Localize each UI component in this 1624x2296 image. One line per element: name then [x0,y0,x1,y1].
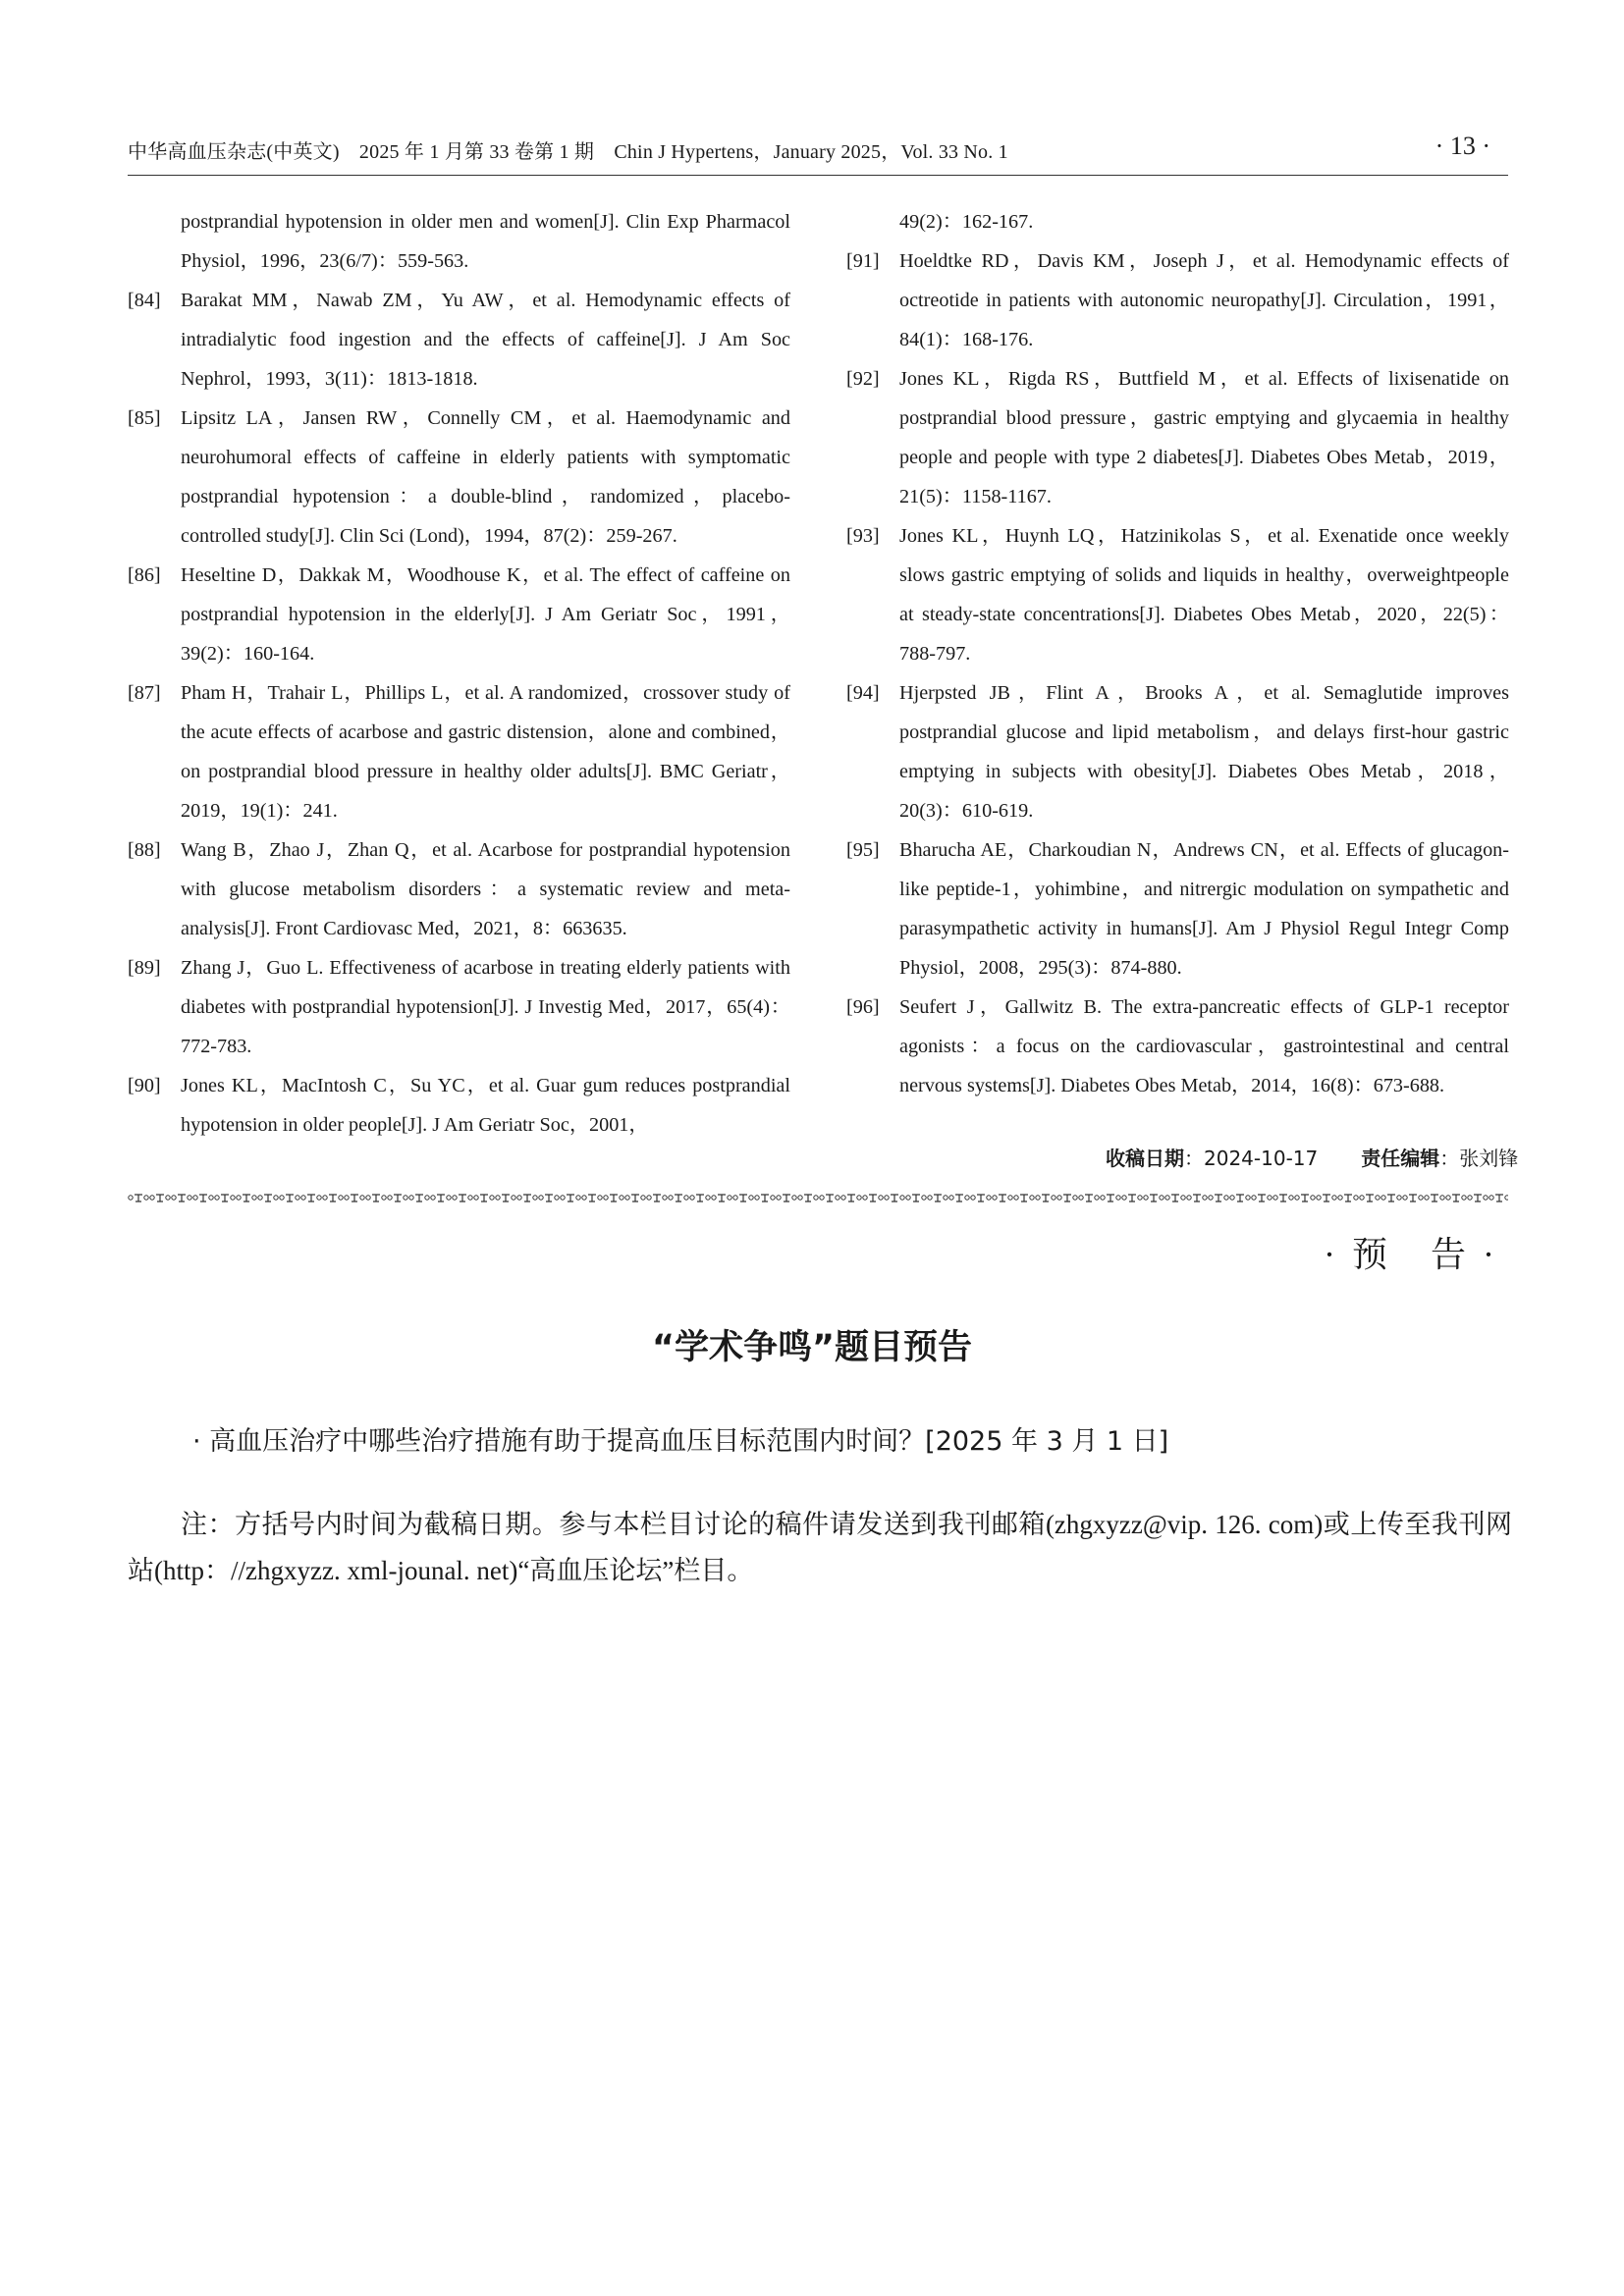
running-header [128,133,1508,176]
reference-entry [128,556,790,673]
reference-entry [846,241,1509,359]
reference-number: [94] [846,682,880,704]
journal-citation-line: 中华高血压杂志(中英文) 2025 年 1 月第 33 卷第 1 期 Chin J Hypertens，January 2025，Vol. 33 No. 1 [128,141,1008,163]
page-number: · 13 · [1435,132,1490,160]
reference-number: [84] [128,290,161,311]
reference-number: [92] [846,368,880,390]
reference-text: Hoeldtke RD，Davis KM，Joseph J，et al. Hemodynamic effects of octreotide in patients with autonomic neuropathy[J]. Circulation，1991，84(1)：168-176. [899,250,1509,350]
reference-entry [128,202,790,281]
reference-entry [846,988,1509,1105]
received-date-value: ：2024-10-17 [1184,1147,1319,1170]
reference-entry [846,673,1509,830]
editor-value: ：张刘锋 [1439,1147,1519,1170]
reference-text: Jones KL，Rigda RS，Buttfield M，et al. Effects of lixisenatide on postprandial blood pressure，gastric emptying and glycaemia in healthy people and people with type 2 diabetes[J]. Diabetes Obes Metab，2019，21(5)：1158-1167. [899,368,1509,507]
reference-entry [846,516,1509,673]
notice-note: 注：方括号内时间为截稿日期。参与本栏目讨论的稿件请发送到我刊邮箱(zhgxyzz@vip. 126. com)或上传至我刊网站(http：//zhgxyzz. xml-jounal. net)“高血压论坛”栏目。 [128,1510,1512,1585]
editor-label: 责任编辑 [1361,1147,1440,1170]
reference-text: Pham H，Trahair L，Phillips L，et al. A randomized，crossover study of the acute effects of acarbose and gastric distension，alone and combined，on postprandial blood pressure in healthy older adults[J]. BMC Geriatr，2019，19(1)：241. [181,682,790,822]
reference-entry [128,399,790,556]
ornamental-divider [128,1192,1508,1203]
reference-text: postprandial hypotension in older men and women[J]. Clin Exp Pharmacol Physiol，1996，23(6/7)：559-563. [181,211,790,272]
reference-number: [96] [846,996,880,1018]
reference-number: [89] [128,957,161,979]
reference-entry [846,202,1509,241]
reference-number: [90] [128,1075,161,1096]
reference-number: [85] [128,407,161,429]
received-date-label: 收稿日期 [1106,1147,1184,1170]
reference-entry [846,359,1509,516]
section-tag: · 预 告 · [1324,1235,1498,1274]
reference-entry [128,1066,790,1145]
reference-text: Hjerpsted JB，Flint A，Brooks A，et al. Semaglutide improves postprandial glucose and lipid metabolism，and delays first-hour gastric emptying in subjects with obesity[J]. Diabetes Obes Metab，2018，20(3)：610-619. [899,682,1509,822]
notice-title: “学术争鸣”题目预告 [651,1328,972,1367]
reference-entry [128,673,790,830]
reference-entry [128,948,790,1066]
reference-number: [86] [128,564,161,586]
reference-entry [128,281,790,399]
reference-text: Zhang J，Guo L. Effectiveness of acarbose in treating elderly patients with diabetes with postprandial hypotension[J]. J Investig Med，2017，65(4)：772-783. [181,957,790,1057]
reference-text: Seufert J，Gallwitz B. The extra-pancreatic effects of GLP-1 receptor agonists：a focus on the cardiovascular，gastrointestinal and central nervous systems[J]. Diabetes Obes Metab，2014，16(8)：673-688. [899,996,1509,1096]
reference-text: Heseltine D，Dakkak M，Woodhouse K，et al. The effect of caffeine on postprandial hypotension in the elderly[J]. J Am Geriatr Soc，1991，39(2)：160-164. [181,564,790,665]
reference-number: [87] [128,682,161,704]
reference-text: Bharucha AE，Charkoudian N，Andrews CN，et al. Effects of glucagon-like peptide-1，yohimbine，and nitrergic modulation on sympathetic and parasympathetic activity in humans[J]. Am J Physiol Regul Integr Comp Physiol，2008，295(3)：874-880. [899,839,1509,979]
reference-number: [95] [846,839,880,861]
notice-topic-item: · 高血压治疗中哪些治疗措施有助于提高血压目标范围内时间？[2025 年 3 月 1 日] [192,1426,1169,1457]
reference-entry [846,830,1509,988]
references-left-column [128,202,790,1145]
article-footer [1106,1143,1518,1171]
reference-text: Wang B，Zhao J，Zhan Q，et al. Acarbose for postprandial hypotension with glucose metabolism disorders：a systematic review and meta-analysis[J]. Front Cardiovasc Med，2021，8：663635. [181,839,790,939]
reference-text: Jones KL，MacIntosh C，Su YC，et al. Guar gum reduces postprandial hypotension in older people[J]. J Am Geriatr Soc，2001， [181,1075,790,1136]
reference-text: Lipsitz LA，Jansen RW，Connelly CM，et al. Haemodynamic and neurohumoral effects of caffeine in elderly patients with symptomatic postprandial hypotension：a double-blind，randomized，placebo-controlled study[J]. Clin Sci (Lond)，1994，87(2)：259-267. [181,407,790,547]
reference-number: [93] [846,525,880,547]
reference-number: [91] [846,250,880,272]
reference-text: 49(2)：162-167. [899,211,1034,233]
references-right-column [846,202,1509,1105]
reference-number: [88] [128,839,161,861]
reference-text: Jones KL，Huynh LQ，Hatzinikolas S，et al. Exenatide once weekly slows gastric emptying of solids and liquids in healthy，overweightpeople at steady-state concentrations[J]. Diabetes Obes Metab，2020，22(5)：788-797. [899,525,1509,665]
reference-entry [128,830,790,948]
reference-text: Barakat MM，Nawab ZM，Yu AW，et al. Hemodynamic effects of intradialytic food ingestion and the effects of caffeine[J]. J Am Soc Nephrol，1993，3(11)：1813-1818. [181,290,790,390]
